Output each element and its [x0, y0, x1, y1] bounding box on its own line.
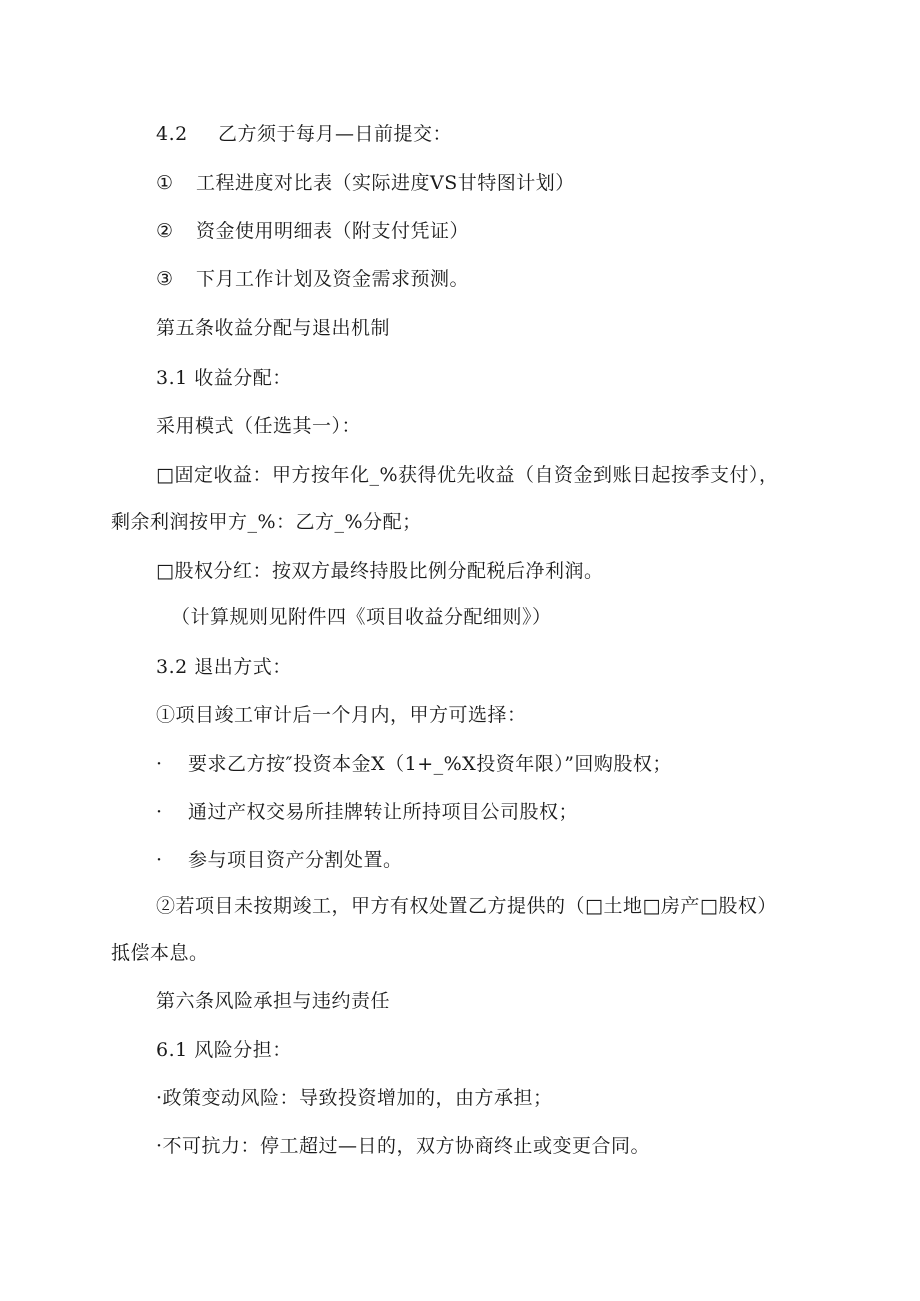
- clause-6-1: 6.1 风险分担：: [156, 1039, 292, 1061]
- clause-text: 乙方须于每月—日前提交：: [218, 123, 453, 145]
- item-marker: ①: [156, 172, 174, 194]
- bullet-marker: ·: [156, 801, 163, 823]
- bullet-marker: ·: [156, 849, 163, 871]
- risk-policy-line: ·政策变动风险：导致投资增加的，由方承担；: [156, 1087, 553, 1109]
- exit-option-2-line-1: ②若项目未按期竣工，甲方有权处置乙方提供的（□土地□房产□股权）: [156, 895, 777, 917]
- item-marker: ③: [156, 268, 174, 290]
- article-5-title: 第五条收益分配与退出机制: [156, 317, 391, 339]
- bullet-item: [156, 800, 578, 824]
- mode-line: 采用模式（任选其一）：: [156, 415, 362, 437]
- bullet-item: [156, 752, 672, 776]
- list-item: [156, 171, 575, 195]
- clause-3-2: 3.2 退出方式：: [156, 656, 292, 678]
- clause-3-1: 3.1 收益分配：: [156, 367, 292, 389]
- bullet-text: 参与项目资产分割处置。: [188, 849, 403, 871]
- item-text: 下月工作计划及资金需求预测。: [196, 268, 470, 290]
- bullet-marker: ·: [156, 753, 163, 775]
- exit-option-1: ①项目竣工审计后一个月内，甲方可选择：: [156, 704, 527, 726]
- calc-note: （计算规则见附件四《项目收益分配细则》）: [171, 606, 552, 628]
- bullet-item: [156, 848, 403, 872]
- risk-force-majeure-line: ·不可抗力：停工超过—日的，双方协商终止或变更合同。: [156, 1135, 651, 1157]
- list-item: [156, 267, 469, 291]
- article-6-title: 第六条风险承担与违约责任: [156, 990, 391, 1012]
- exit-option-2-line-2: 抵偿本息。: [111, 942, 209, 964]
- bullet-text: 要求乙方按″投资本金X（1+_%X投资年限）”回购股权；: [188, 753, 672, 775]
- item-text: 工程进度对比表（实际进度VS甘特图计划）: [196, 172, 575, 194]
- clause-4-2: [156, 122, 452, 146]
- bullet-text: 通过产权交易所挂牌转让所持项目公司股权；: [188, 801, 579, 823]
- equity-dividend-line: □股权分红：按双方最终持股比例分配税后净利润。: [156, 560, 604, 582]
- fixed-income-line-2: 剩余利润按甲方_%：乙方_%分配；: [111, 511, 422, 533]
- item-marker: ②: [156, 220, 174, 242]
- clause-number: 4.2: [156, 123, 188, 145]
- item-text: 资金使用明细表（附支付凭证）: [196, 220, 470, 242]
- fixed-income-line-1: □固定收益：甲方按年化_%获得优先收益（自资金到账日起按季支付），: [156, 464, 779, 486]
- list-item: [156, 219, 469, 243]
